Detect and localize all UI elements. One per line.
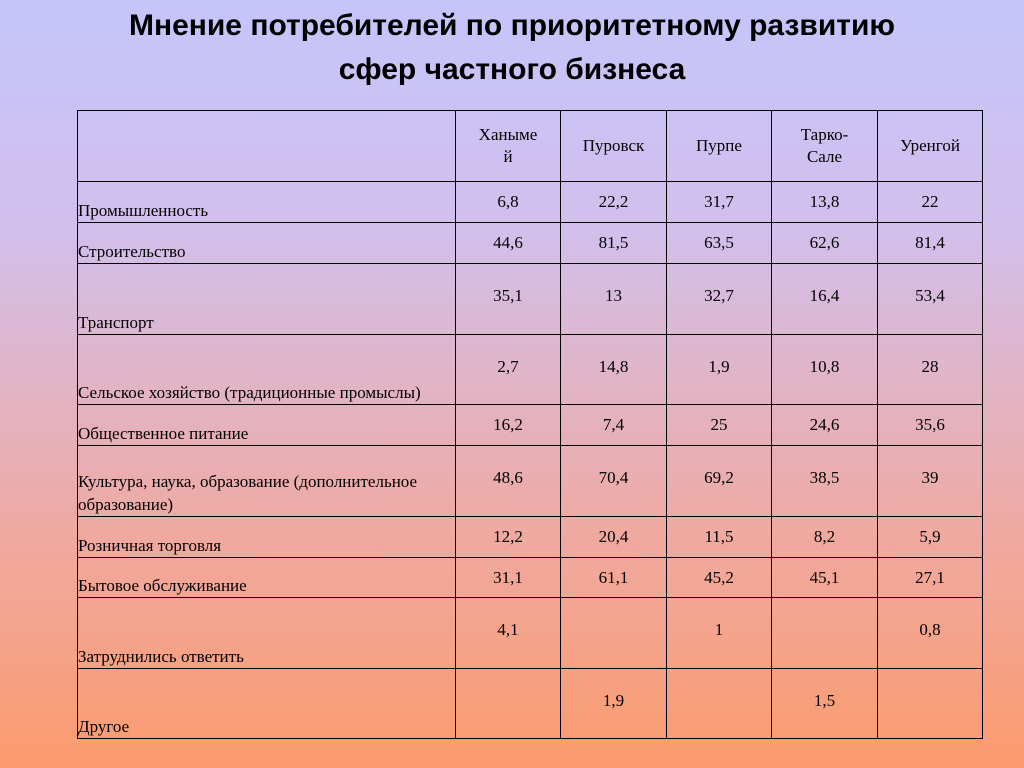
- table-row: [78, 517, 983, 558]
- value-cell: 12,2: [456, 517, 561, 558]
- column-header: Уренгой: [878, 111, 983, 182]
- value-cell: 10,8: [772, 335, 878, 405]
- value-cell: 0,8: [878, 598, 983, 669]
- value-cell: 38,5: [772, 446, 878, 517]
- table-row: [78, 182, 983, 223]
- table-row: [78, 405, 983, 446]
- title-line-2: сфер частного бизнеса: [338, 53, 686, 86]
- row-label: Бытовое обслуживание: [78, 558, 456, 598]
- value-cell: 81,5: [561, 223, 667, 264]
- value-cell: 28: [878, 335, 983, 405]
- value-cell: 35,6: [878, 405, 983, 446]
- value-cell: [878, 669, 983, 739]
- row-label: Культура, наука, образование (дополнительное образование): [78, 446, 456, 517]
- value-cell: 11,5: [667, 517, 772, 558]
- table-row: [78, 558, 983, 598]
- column-header: Пурпе: [667, 111, 772, 182]
- value-cell: 25: [667, 405, 772, 446]
- value-cell: 22,2: [561, 182, 667, 223]
- value-cell: 70,4: [561, 446, 667, 517]
- table-row: [78, 264, 983, 335]
- value-cell: 48,6: [456, 446, 561, 517]
- value-cell: 13,8: [772, 182, 878, 223]
- value-cell: 81,4: [878, 223, 983, 264]
- value-cell: 39: [878, 446, 983, 517]
- value-cell: 16,2: [456, 405, 561, 446]
- value-cell: [456, 669, 561, 739]
- value-cell: 45,1: [772, 558, 878, 598]
- value-cell: 6,8: [456, 182, 561, 223]
- value-cell: 16,4: [772, 264, 878, 335]
- value-cell: 20,4: [561, 517, 667, 558]
- value-cell: 62,6: [772, 223, 878, 264]
- table-row: [78, 335, 983, 405]
- row-label: Транспорт: [78, 264, 456, 335]
- value-cell: 8,2: [772, 517, 878, 558]
- value-cell: 31,7: [667, 182, 772, 223]
- value-cell: 45,2: [667, 558, 772, 598]
- row-label: Сельское хозяйство (традиционные промыслы): [78, 335, 456, 405]
- value-cell: 1,9: [667, 335, 772, 405]
- value-cell: [667, 669, 772, 739]
- value-cell: 32,7: [667, 264, 772, 335]
- row-label: Общественное питание: [78, 405, 456, 446]
- row-label: Строительство: [78, 223, 456, 264]
- value-cell: 31,1: [456, 558, 561, 598]
- value-cell: 35,1: [456, 264, 561, 335]
- header-row: [78, 111, 983, 182]
- value-cell: [561, 598, 667, 669]
- value-cell: 1: [667, 598, 772, 669]
- value-cell: 22: [878, 182, 983, 223]
- value-cell: [772, 598, 878, 669]
- header-corner-cell: [78, 111, 456, 182]
- value-cell: 1,9: [561, 669, 667, 739]
- column-header: Пуровск: [561, 111, 667, 182]
- value-cell: 5,9: [878, 517, 983, 558]
- table-row: [78, 223, 983, 264]
- value-cell: 53,4: [878, 264, 983, 335]
- row-label: Промышленность: [78, 182, 456, 223]
- value-cell: 14,8: [561, 335, 667, 405]
- table-row: [78, 598, 983, 669]
- title-line-1: Мнение потребителей по приоритетному развитию: [128, 9, 896, 42]
- column-header: Тарко- Сале: [772, 111, 878, 182]
- value-cell: 4,1: [456, 598, 561, 669]
- page-title: [0, 4, 1024, 92]
- value-cell: 2,7: [456, 335, 561, 405]
- row-label: Другое: [78, 669, 456, 739]
- table-row: [78, 669, 983, 739]
- table-row: [78, 446, 983, 517]
- value-cell: 27,1: [878, 558, 983, 598]
- value-cell: 61,1: [561, 558, 667, 598]
- row-label: Затруднились ответить: [78, 598, 456, 669]
- value-cell: 13: [561, 264, 667, 335]
- value-cell: 44,6: [456, 223, 561, 264]
- value-cell: 69,2: [667, 446, 772, 517]
- row-label: Розничная торговля: [78, 517, 456, 558]
- value-cell: 7,4: [561, 405, 667, 446]
- value-cell: 24,6: [772, 405, 878, 446]
- column-header: Ханыме й: [456, 111, 561, 182]
- value-cell: 63,5: [667, 223, 772, 264]
- value-cell: 1,5: [772, 669, 878, 739]
- data-table: [77, 110, 983, 739]
